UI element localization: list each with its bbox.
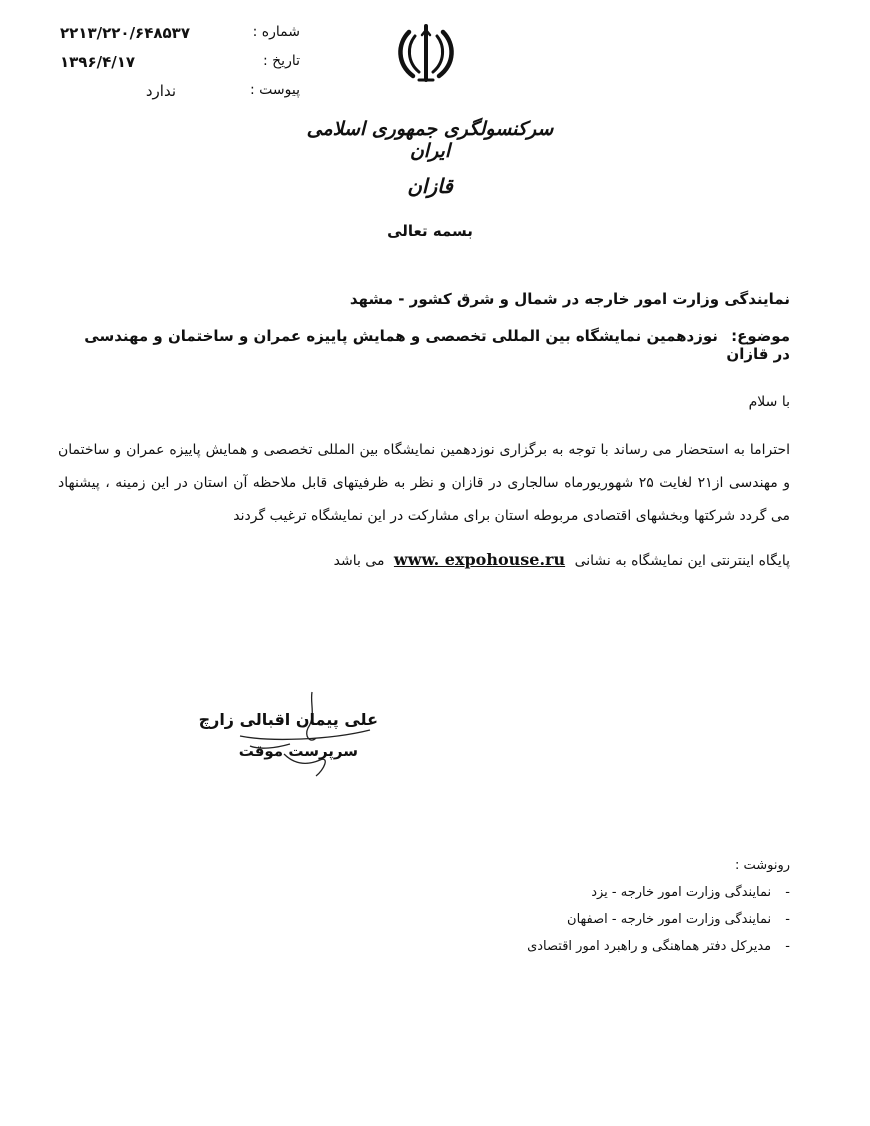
signature-block [198,690,390,780]
signatory-title: سرپرست موقت [238,742,358,760]
date-label: تاریخ : [262,53,300,69]
cc-item [527,933,790,960]
cc-item [527,879,790,906]
cc-item [527,906,790,933]
number-value: ۲۲۱۳/۲۲۰/۶۴۸۵۳۷ [60,24,190,42]
subject-text: نوزدهمین نمایشگاه بین المللی تخصصی و همایش پاییزه عمران و ساختمان و مهندسی در قازان [84,327,790,363]
cc-item-text: نمایندگی وزارت امور خارجه - یزد [591,885,772,900]
recipient: نمایندگی وزارت امور خارجه در شمال و شرق کشور - مشهد [349,290,790,308]
greeting: با سلام [748,394,790,410]
cc-item-text: نمایندگی وزارت امور خارجه - اصفهان [567,912,772,927]
letter-meta [60,24,300,111]
cc-label: رونوشت : [734,858,790,873]
signature-scribble [220,690,390,780]
bismillah: بسمه تعالی [387,222,473,240]
letter-body: احتراما به استحضار می رساند با توجه به برگزاری نوزدهمین نمایشگاه بین المللی تخصصی و همایش پاییزه عمران و ساختمان و مهندسی از۲۱ لغایت ۲۵ شهوریورماه سالجاری در قازان و نظر به ظرفیتهای قابل ملاحظه آن استان در این زمینه ، پیشنهاد می گردد شرکتها وبخشهای اقتصادی مربوطه استان برای مشارکت در این نمایشگاه ترغیب گردند [58,442,790,524]
attachment-label: پیوست : [250,82,300,98]
date-row [60,53,300,82]
cc-item-text: مدیرکل دفتر هماهنگی و راهبرد امور اقتصادی [527,939,772,954]
number-row [60,24,300,53]
cc-bullet: - [785,939,790,954]
website-suffix: می باشد [333,553,385,569]
city-name: قازان [407,174,453,198]
subject [70,327,790,363]
cc-bullet: - [785,885,790,900]
signatory-name: علی پیمان اقبالی زارچ [198,710,378,729]
subject-label: موضوع: [731,327,790,345]
iran-emblem-icon [395,22,457,84]
cc-bullet: - [785,912,790,927]
cc-block [527,858,790,960]
attachment-value: ندارد [145,82,176,100]
website-prefix: پایگاه اینترنتی این نمایشگاه به نشانی [574,553,790,569]
website-link[interactable]: www. expohouse.ru [393,550,566,569]
website-line [58,550,790,569]
date-value: ۱۳۹۶/۴/۱۷ [60,53,136,71]
attachment-row [60,82,300,111]
number-label: شماره : [252,24,300,40]
org-name: سرکنسولگری جمهوری اسلامی ایران [306,118,554,162]
